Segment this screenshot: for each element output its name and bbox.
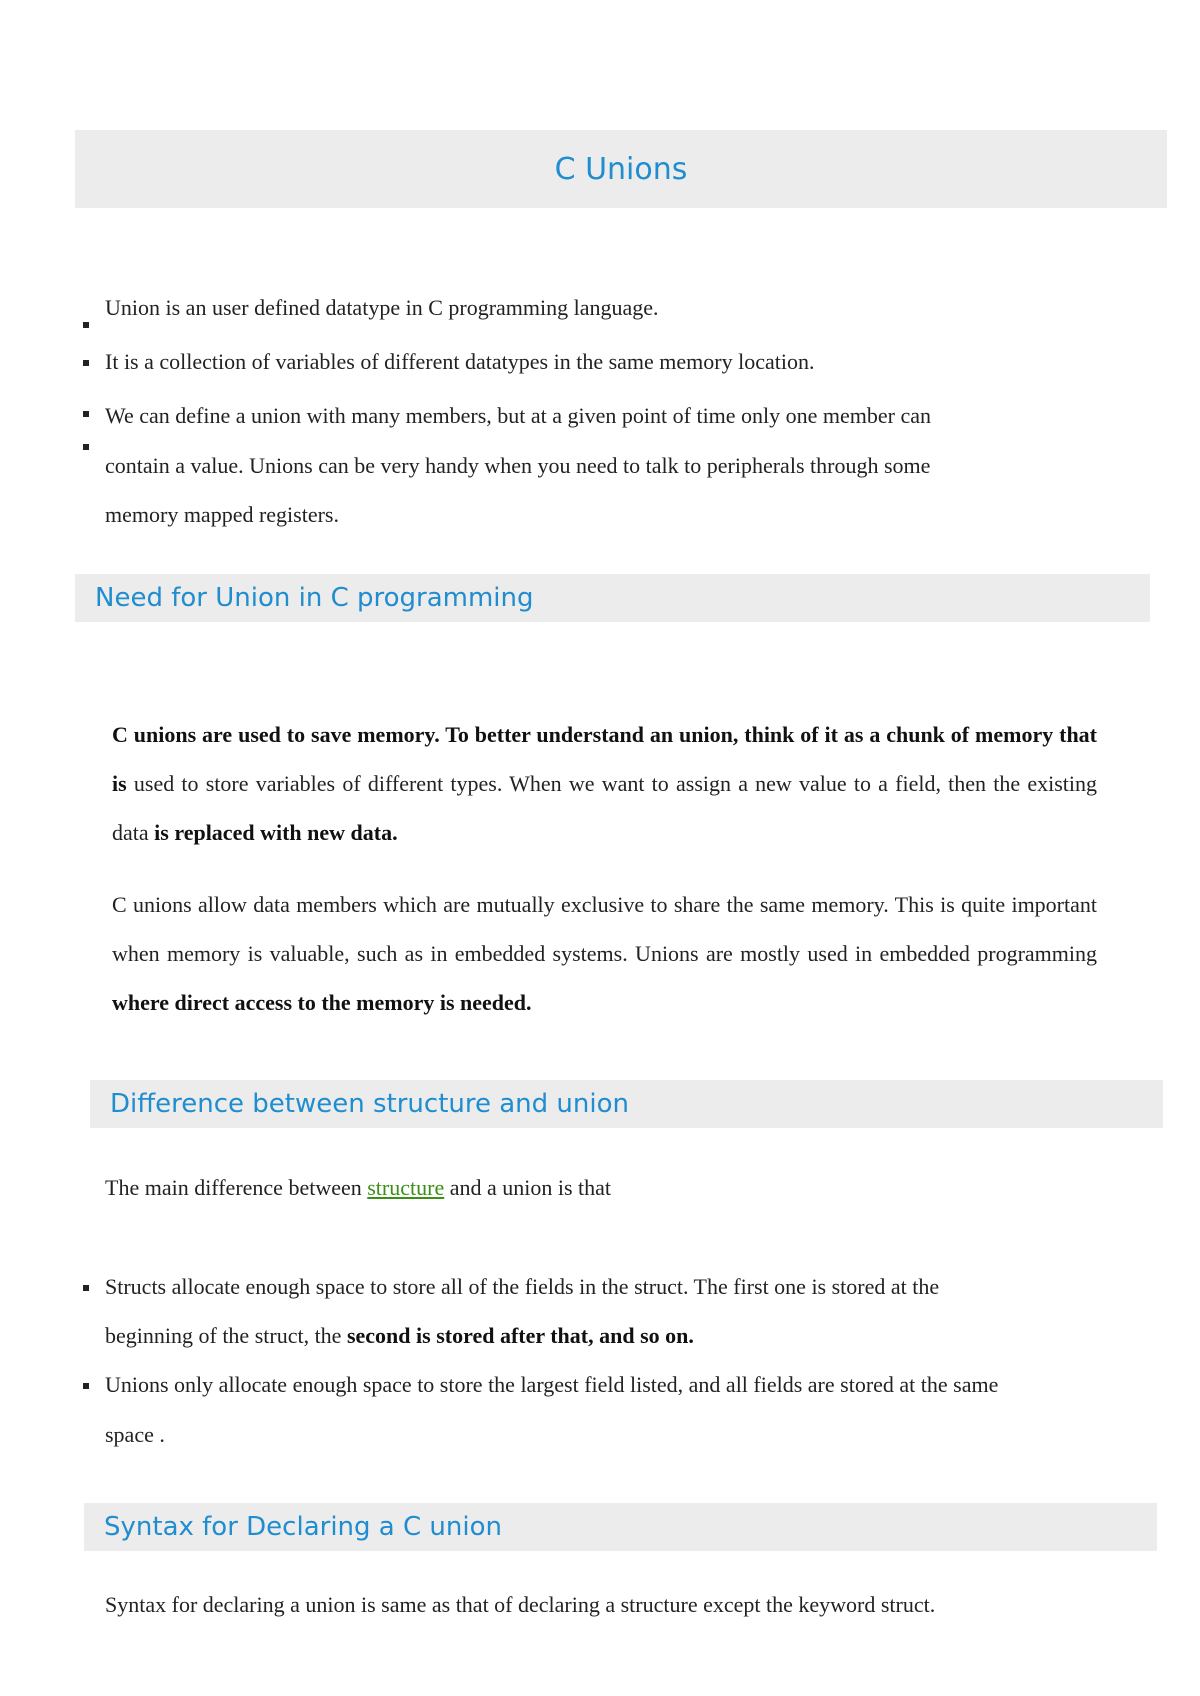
title-banner — [75, 130, 1167, 208]
bullet-square-icon — [83, 1285, 89, 1291]
syntax-text: Syntax for declaring a union is same as that of declaring a structure except the keyword struct. — [105, 1592, 936, 1617]
section-heading-syntax — [84, 1503, 1157, 1551]
page-title: C Unions — [554, 151, 688, 187]
bold-text: C unions are used to save memory. To better understand an union, think of it as a chunk of memory that is — [112, 722, 1097, 796]
list-item — [105, 1311, 694, 1360]
list-item: We can define a union with many members, but at a given point of time only one member can — [105, 403, 932, 428]
section-heading-difference — [90, 1080, 1163, 1128]
bullet-square-icon — [83, 1383, 89, 1389]
list-item: space . — [105, 1422, 165, 1447]
bullet-square-icon — [83, 411, 89, 417]
bullet-square-icon — [83, 322, 89, 328]
list-item: contain a value. Unions can be very handy when you need to talk to peripherals through some — [105, 453, 931, 478]
body-text: The main difference between — [105, 1175, 368, 1200]
bold-text: where direct access to the memory is needed. — [112, 990, 532, 1015]
list-item: memory mapped registers. — [105, 502, 339, 527]
body-text: and a union is that — [444, 1175, 612, 1200]
list-item: Unions only allocate enough space to store the largest field listed, and all fields are stored at the same — [105, 1372, 999, 1397]
list-item: It is a collection of variables of different datatypes in the same memory location. — [105, 349, 815, 374]
bold-text: is replaced with new data. — [154, 820, 398, 845]
list-item: Union is an user defined datatype in C programming language. — [105, 295, 659, 320]
need-paragraph-2 — [112, 880, 1097, 1027]
bold-text: second is stored after that, and so on. — [346, 1323, 694, 1348]
body-text: used to store variables of different types. When we want to assign a new value to a field, then the existing data — [112, 771, 1097, 845]
section-heading-text: Need for Union in C programming — [95, 583, 534, 613]
structure-link[interactable]: structure — [367, 1175, 445, 1200]
bullet-square-icon — [83, 360, 89, 366]
body-text: C unions allow data members which are mutually exclusive to share the same memory. This is quite important when memory is valuable, such as in embedded systems. Unions are mostly used in embedded programming — [112, 892, 1097, 966]
section-heading-need — [75, 574, 1150, 622]
section-heading-text: Difference between structure and union — [110, 1089, 629, 1119]
section-heading-text: Syntax for Declaring a C union — [104, 1512, 502, 1542]
difference-intro — [105, 1163, 611, 1212]
bullet-square-icon — [83, 444, 89, 450]
need-paragraph-1 — [112, 710, 1097, 857]
body-text: beginning of the struct, the — [105, 1323, 347, 1348]
list-item: Structs allocate enough space to store all of the fields in the struct. The first one is stored at the — [105, 1274, 940, 1299]
